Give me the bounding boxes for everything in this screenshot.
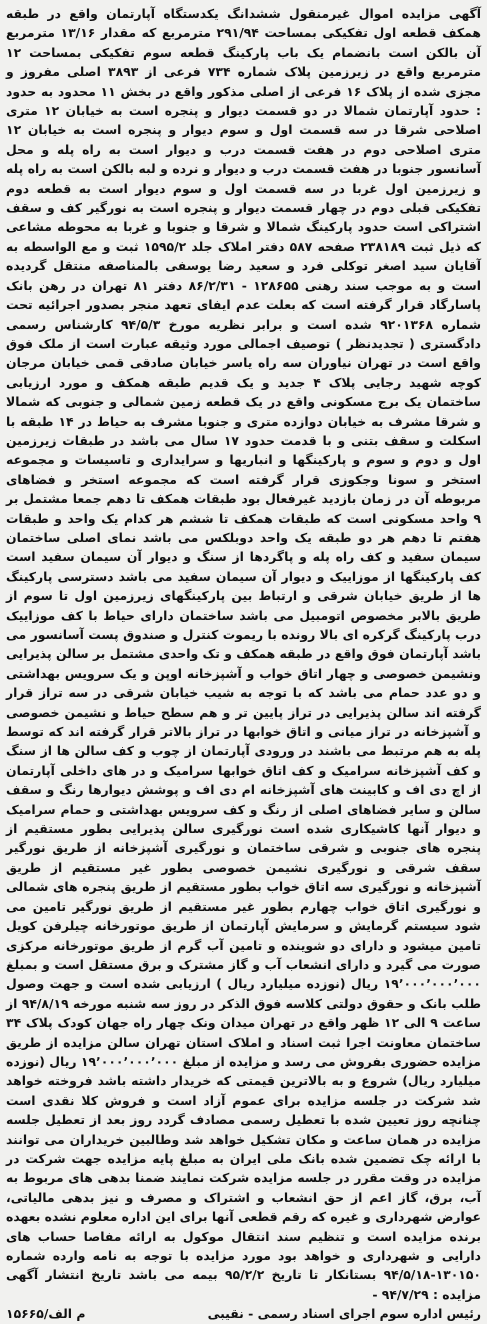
notice-signature: رئیس اداره سوم اجرای اسناد رسمی - نقیبی bbox=[207, 1306, 481, 1322]
notice-code: ۱۵۶۶۵/م الف bbox=[6, 1306, 86, 1322]
notice-footer bbox=[6, 1304, 481, 1323]
notice-body-text: ششدانگ یکدستگاه آپارتمان واقع در طبقه همکف قطعه اول تفکیکی بمساحت ۲۹۱/۹۴ مترمربع که مقدار ۱۳/۱۶ مترمربع آن بالکن است بانضمام یک باب پارکینگ قطعه سوم تفکیکی بمساحت ۱۲ مترمربع واقع در زیرزمین پلاک شماره ۷۳۴ فرعی از ۳۸۹۳ اصلی مفروز و مجزی شده از پلاک ۱۶ فرعی از اصلی مذکور واقع در بخش ۱۱ محدود به حدود : حدود آپارتمان شمالا در دو قسمت دیوار و پنجره است به خیابان ۱۲ متری اصلاحی شرقا در سه قسمت اول و سوم دیوار و پنجره است به خیابان ۱۲ متری اصلاحی دوم در هفت قسمت درب و دیوار است به راه پله و محل آسانسور جنوبا در هفت قسمت درب و دیوار و نرده و لبه بالکن است به راه پله و زیرزمین اول غربا در سه قسمت اول و سوم دیوار است به قطعه دوم تفکیکی قبلی دوم در چهار قسمت دیوار و پنجره است به نورگیر کف و سقف اشتراکی است حدود پارکینگ شمالا و شرقا و جنوبا و غربا به محوطه مشاعی که ذیل ثبت ۲۳۸۱۸۹ صفحه ۵۸۷ دفتر املاک جلد ۱۵۹۵/۲ ثبت و مع الواسطه به آقایان سید اصغر توکلی فرد و سعید رضا یوسفی بالمناصفه منتقل گردیده است و به موجب سند رهنی ۱۲۸۶۵۵ - ۸۶/۲/۳۱ دفتر ۸۱ تهران در رهن بانک پاسارگاد قرار گرفته است که بعلت عدم ایفای تعهد منجر بصدور اجرائیه تحت شماره ۹۲۰۱۳۶۸ شده است و برابر نظریه مورخ ۹۴/۵/۳ کارشناس رسمی دادگستری ( تجدیدنظر ) توصیف اجمالی مورد وثیقه عبارت است از ملک فوق واقع است در تهران نیاوران سه راه یاسر خیابان صادقی قمی خیابان مرجان کوچه شهید رجایی پلاک ۴ جدید و یک قدیم طبقه همکف و مورد ارزیابی ساختمان یک برج مسکونی واقع در یک قطعه زمین شمالی و جنوبی که شمالا و شرقا مشرف به خیابان دوازده متری و جنوبا مشرف به حیاط در ۱۴ طبقه با اسکلت و سقف بتنی و با قدمت حدود ۱۷ سال می باشد در طبقات زیرزمین اول و دوم و سوم و پارکینگها و انباریها و سرایداری و تاسیسات و مجموعه استخر و سونا وجکوزی قرار گرفته است که مجموعه استخر و فضاهای مربوطه آن در زمان بازدید غیرفعال بود طبقات همکف تا دهم جمعا مشتمل بر ۹ واحد مسکونی است که طبقات همکف تا ششم هر کدام یک واحد و طبقات هفتم تا دهم هر دو طبقه یک واحد دوبلکس می باشد نمای اصلی ساختمان سیمان سفید و کف راه پله و پاگردها از سنگ و دیوار آن سیمان سفید است کف پارکینگها از موزاییک و دیوار آن سیمان سفید می باشد دسترسی پارکینگ ها از طریق خیابان شرقی و ارتباط بین پارکینگهای زیرزمین اول تا سوم از طریق بالابر مخصوص اتومبیل می باشد ساختمان دارای حیاط با کف موزاییک درب پارکینگ گرکره ای بالا رونده با ریموت کنترل و صندوق پست آسانسور می باشد آپارتمان فوق واقع در طبقه همکف و تک واحدی مشتمل بر سالن پذیرایی ونشیمن خصوصی و چهار اتاق خواب و آشپزخانه اوپن و یک سرویس بهداشتی و دو عدد حمام می باشد که با توجه به شیب خیابان شرقی در سه تراز قرار گرفته اند سالن پذیرایی در تراز پایین تر و هم سطح حیاط و نشیمن خصوصی و آشپزخانه در تراز میانی و اتاق خوابها در تراز بالاتر قرار گرفته اند که توسط پله به هم مرتبط می باشند در ورودی آپارتمان از چوب و کف سالن ها از سنگ و کف آشپزخانه سرامیک و کف اتاق خوابها سرامیک و در های داخلی آپارتمان از اچ دی اف و کابینت های آشپزخانه ام دی اف و پوشش دیوارها رنگ و سقف سالن و سایر فضاهای اصلی از رنگ و کف سرویس بهداشتی و حمام سرامیک و دیوار آنها کاشیکاری شده است نورگیری سالن پذیرایی بطور مستقیم از پنجره های جنوبی و شرقی ساختمان و نورگیری آشپزخانه از طریق نورگیر سقف شرقی و نورگیری نشیمن خصوصی بطور غیر مستقیم از طریق آشپزخانه و نورگیری سه اتاق خواب بطور مستقیم از طریق پنجره های شمالی و نورگیری اتاق خواب چهارم بطور غیر مستقیم از طریق نورگیر تامین می شود سیستم گرمایش و سرمایش آپارتمان از طریق موتورخانه چیلرفن کویل تامین میشود و دارای دو شوینده و تامین آب گرم از طریق موتورخانه مرکزی صورت می گیرد و دارای انشعاب آب و گاز مشترک و برق مستقل است و بمبلغ ۱۹٬۰۰۰٬۰۰۰٬۰۰۰ ریال (نوزده میلیارد ریال ) ارزیابی شده است و جهت وصول طلب بانک و حقوق دولتی کلاسه فوق الذکر در روز سه شنبه مورخه ۹۴/۸/۱۹ از ساعت ۹ الی ۱۲ ظهر واقع در تهران میدان ونک چهار راه جهان کودک پلاک ۳۴ ساختمان معاونت اجرا ثبت اسناد و املاک استان تهران سالن مزایده از طریق مزایده حضوری بفروش می رسد و مزایده از مبلغ ۱۹٬۰۰۰٬۰۰۰٬۰۰۰ ریال (نوزده میلیارد ریال) شروع و به بالاترین قیمتی که خریدار داشته باشد فروخته خواهد شد شرکت در جلسه مزایده برای عموم آزاد است و فروش کلا نقدی است چنانچه روز تعیین شده با تعطیل رسمی مصادف گردد روز بعد از تعطیل جلسه مزایده در همان ساعت و مکان تشکیل خواهد شد وطالبین خریداران می توانند با ارائه چک تضمین شده بانک ملی ایران به مبلغ پایه مزایده جهت شرکت در مزایده در وقت مقرر در جلسه مزایده شرکت نمایند ضمنا بدهی های مربوط به آب، برق، گاز اعم از حق انشعاب و اشتراک و مصرف و نیز بدهی مالیاتی، عوارض شهرداری و غیره که رقم قطعی آنها برای این اداره معلوم نشده بعهده برنده مزایده است و تنظیم سند انتقال موکول به ارائه مفاصا حساب های دارایی و شهرداری و خواهد بود مورد مزایده با توجه به نامه وارده شماره ۱۳۰۱۵۰-۹۴/۵/۱۸ بستانکار تا تاریخ ۹۵/۲/۲ بیمه می باشد تاریخ انتشار آگهی مزایده : ۹۴/۷/۲۹ - bbox=[6, 6, 482, 1302]
notice-heading: آگهی مزایده اموال غیرمنقول bbox=[289, 6, 481, 21]
notice-text bbox=[6, 4, 481, 1304]
